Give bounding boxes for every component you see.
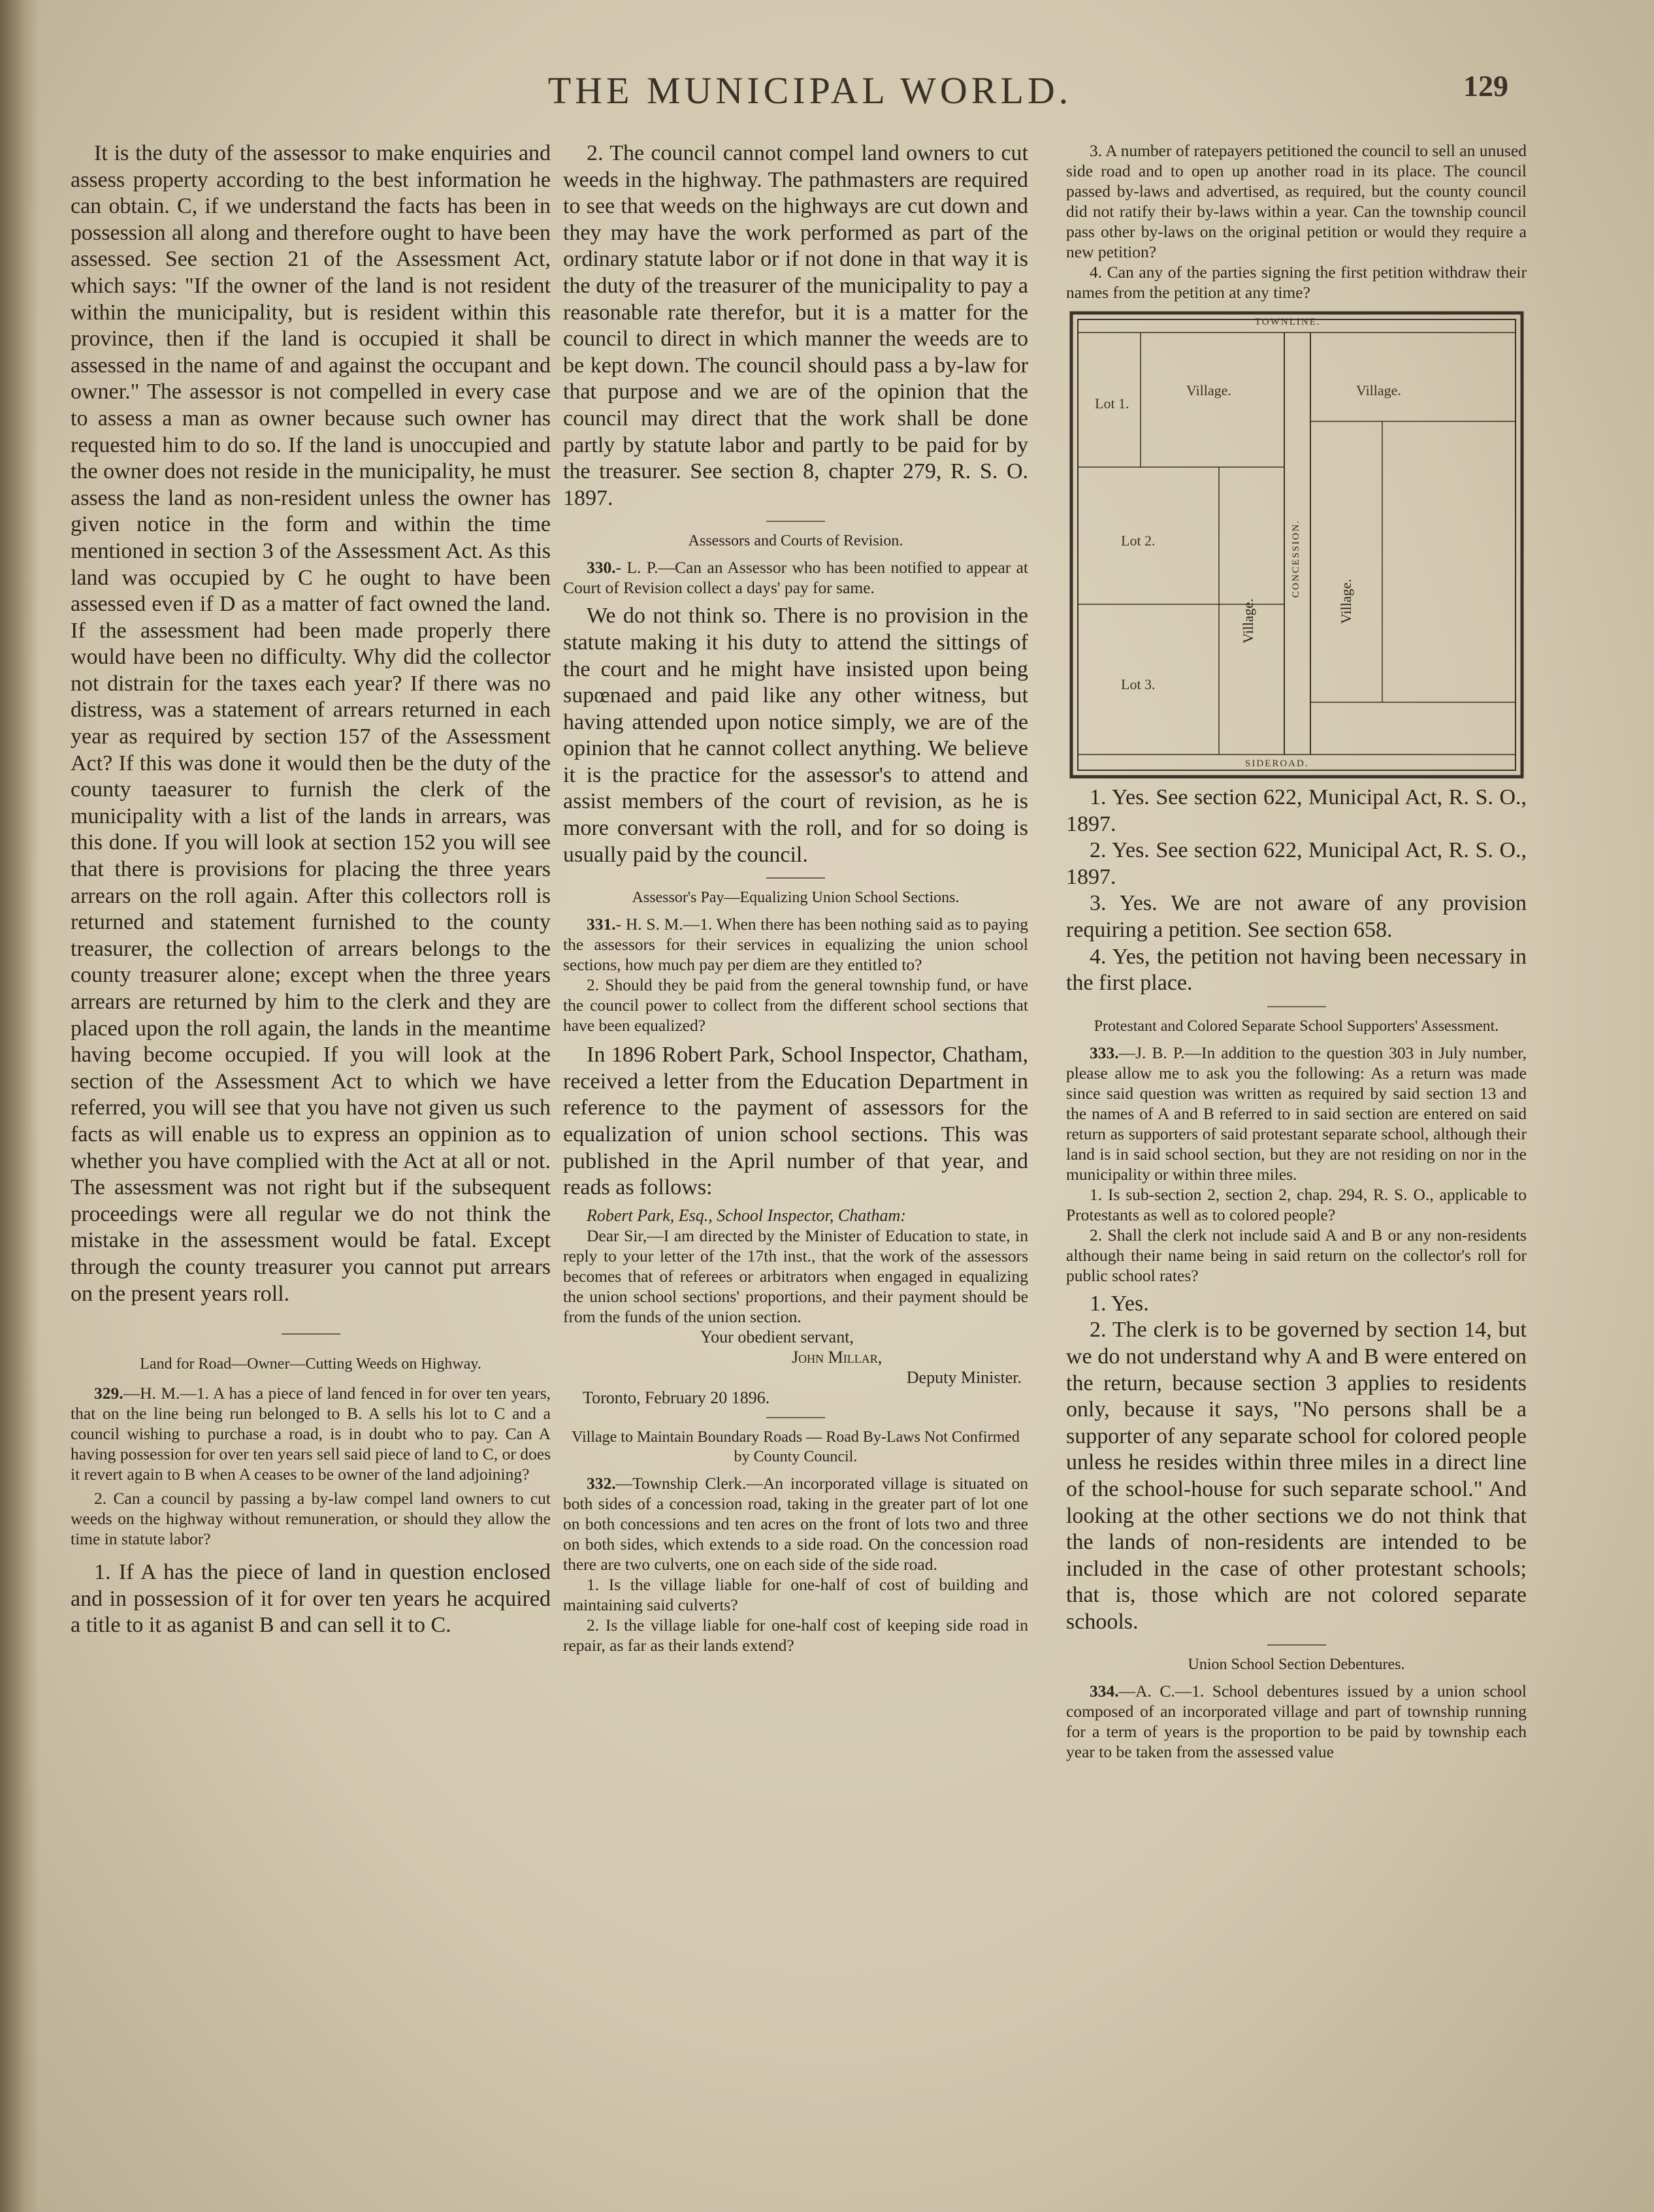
question-332: 332.—Township Clerk.—An incorporated village is situated on both sides of a concession road, taking in the greater part of lot one on both concessions and ten acres on the front of lots two and three on both sides, which extends to a side road. On the concession road there are two culverts, one on each side of the side road. — [563, 1473, 1028, 1574]
question-331-part1: 331.- H. S. M.—1. When there has been nothing said as to paying the assessors for their services in equalizing the union school sections, how much pay per diem are they entitled to? — [563, 915, 1028, 975]
diagram-lot1-label: Lot 1. — [1095, 395, 1129, 412]
divider — [1267, 1644, 1326, 1646]
answer-329-part2: 2. The council cannot compel land owners to cut weeds in the highway. The pathmasters are required to see that weeds on the highways are cut down and they may have the work performed as part of the ordinary statute labor or if not done in that way it is the duty of the treasurer of the municipality to pay a reasonable rate therefor, but it is a matter for the council to direct in which manner the weeds are to be kept down. The council should pass a by-law for that purpose and we are of the opinion that the council may direct that the work shall be done partly by statute labor and partly to be paid for by the treasurer. See section 8, chapter 279, R. S. O. 1897. — [563, 141, 1028, 510]
heading-331: Assessor's Pay—Equalizing Union School Sections. — [632, 889, 960, 907]
question-number-329: 329. — [94, 1384, 123, 1403]
diagram-village-label: Village. — [1338, 579, 1354, 624]
question-332-part3: 3. A number of ratepayers petitioned the council to sell an unused side road and to open up another road in its place. The council passed by-laws and advertised, as required, but the county council did not ratify their by-laws within a year. Can the township council pass other by-laws on the original petition or would they require a new petition? — [1066, 141, 1527, 261]
column-3 — [1066, 140, 1527, 1762]
heading-329: Land for Road—Owner—Cutting Weeds on Highway. — [140, 1356, 481, 1373]
diagram-townline-label: TOWNLINE. — [1255, 317, 1321, 327]
heading-333: Protestant and Colored Separate School Supporters' Assessment. — [1094, 1017, 1499, 1035]
divider — [282, 1333, 340, 1335]
question-number-333: 333. — [1090, 1043, 1119, 1062]
letter-signer: John Millar, — [792, 1347, 883, 1367]
divider — [766, 1417, 825, 1418]
diagram-concession-label: CONCESSION. — [1291, 519, 1301, 598]
answer-329-part1: 1. If A has the piece of land in question enclosed and in possession of it for over ten years he acquired a title to it as aganist B and can sell it to C. — [71, 1560, 551, 1638]
question-number-332: 332. — [587, 1473, 616, 1493]
page-spine — [0, 0, 39, 2212]
question-329-part1: 329.—H. M.—1. A has a piece of land fenced in for over ten years, that on the line being run belonged to B. A sells his lot to C and a council wishing to purchase a road, is in doubt who to pay. Can A having possession for over ten years sell said piece of land to C, or does it revert again to B when A ceases to be owner of the land adjoining? — [71, 1384, 551, 1484]
question-329-part2: 2. Can a council by passing a by-law compel land owners to cut weeds on the highway without remuneration, or should they allow the time in statute labor? — [71, 1489, 551, 1549]
diagram-village-label: Village. — [1240, 598, 1256, 643]
answer-332-part4: 4. Yes, the petition not having been necessary in the first place. — [1066, 944, 1527, 996]
heading-332: Village to Maintain Boundary Roads — Road By-Laws Not Confirmed by County Council. — [572, 1428, 1020, 1465]
diagram-sideroad-label: SIDEROAD. — [1245, 758, 1309, 769]
divider — [766, 521, 825, 522]
answer-332-part3: 3. Yes. We are not aware of any provision requiring a petition. See section 658. — [1066, 891, 1527, 942]
heading-334: Union School Section Debentures. — [1188, 1656, 1405, 1674]
question-334: 334.—A. C.—1. School debentures issued by a union school composed of an incorporated village and part of township running for a term of years is the proportion to be paid by township each year to be taken from the assessed value — [1066, 1682, 1527, 1762]
divider — [1267, 1006, 1326, 1007]
answer-332-part1: 1. Yes. See section 622, Municipal Act, R. S. O., 1897. — [1066, 785, 1527, 836]
masthead-title: THE MUNICIPAL WORLD. — [547, 69, 1073, 112]
answer-330: We do not think so. There is no provision in the statute making it his duty to attend the sittings of the court and he might have insisted upon being supœnaed and paid like any other witness, but having attended upon notice simply, we are of the opinion that he cannot collect anything. We believe it is the practice for the assessor's to attend and assist members of the court of revision, as he is more conversant with the roll, and for so doing is usually paid by the council. — [563, 604, 1028, 867]
question-333: 333.—J. B. P.—In addition to the question 303 in July number, please allow me to ask you the following: As a return was made since said question was written as required by said section 13 and the names of A and B referred to in said section are entered on said return as supporters of said protestant separate school, although their land is in said school section, but they are not residing on nor in the municipality or within three miles. — [1066, 1043, 1527, 1184]
answer-333-part2: 2. The clerk is to be governed by section 14, but we do not understand why A and B were entered on the return, because section 3 applies to residents only, because it says, "No persons shall be a supporter of any separate school for colored people unless he resides within three miles in a direct line of the school-house for such separate school." And looking at the other sections we do not think that the lands of non-residents are intended to be included in the case of other protestant schools; that is, those which are not colored separate schools. — [1066, 1318, 1527, 1634]
letter-body: Dear Sir,—I am directed by the Minister of Education to state, in reply to your letter of the 17th inst., that the work of the assessors becomes that of referees or arbitrators when engaged in equalizing the union school sections' proportions, and their payment should be from the funds of the union section. — [563, 1226, 1028, 1326]
page-number: 129 — [1463, 69, 1508, 103]
answer-332-part2: 2. Yes. See section 622, Municipal Act, R. S. O., 1897. — [1066, 838, 1527, 889]
letter-signer-title: Deputy Minister. — [906, 1367, 1022, 1387]
diagram-lot2-label: Lot 2. — [1121, 532, 1156, 549]
question-number-330: 330. — [587, 558, 616, 577]
question-330: 330.- L. P.—Can an Assessor who has been notified to appear at Court of Revision collect a days' pay for same. — [563, 558, 1028, 598]
lot-diagram — [1069, 310, 1525, 779]
column-2 — [563, 140, 1028, 1655]
divider — [766, 877, 825, 879]
question-number-331: 331. — [587, 915, 616, 934]
answer-continuation: It is the duty of the assessor to make enquiries and assess property according to the best information he can obtain. C, if we understand the facts has been in possession all along and therefore ought to have been assessed. See section 21 of the Assessment Act, which says: "If the owner of the land is not resident within the municipality, but is resident within this province, then if the land is occupied it shall be assessed in the name of and against the occupant and owner." The assessor is not compelled in every case to assess a man as owner because such owner has requested him to do so. If the land is unoccupied and the owner does not reside in the municipality, he must assess the land as non-resident unless the owner has given notice in the form and within the time mentioned in section 3 of the Assessment Act. As this land was occupied by C he ought to have been assessed even if D as a matter of fact owned the land. If the assessment had been made properly there would have been no difficulty. Why did the collector not distrain for the taxes each year? If there was no distress, was a statement of arrears returned in each year as required by section 157 of the Assessment Act? If this was done it would then be the duty of the county taeasurer to furnish the clerk of the municipality with a list of the lands in arrears, was this done. If you will look at section 152 you will see that there is provisions for placing the three years arrears on the roll again. After this collectors roll is returned and statement furnished to the county treasurer, the collection of arrears belongs to the county treasurer alone; except when the three years arrears are returned by him to the clerk and they are placed upon the roll again, the lands in the meantime having become occupied. If you will look at the section of the Assessment Act to which we have referred, you will see that you have not given us such facts as will enable us to express an oppinion as to whether you have complied with the Act at all or not. The assessment was not right but if the subsequent proceedings were all regular we do not think the mistake in the assessment would be fatal. Except through the county treasurer you cannot put arrears on the present years roll. — [71, 141, 551, 1306]
diagram-lot3-label: Lot 3. — [1121, 676, 1156, 692]
question-332-part2: 2. Is the village liable for one-half cost of keeping side road in repair, as far as their lands extend? — [563, 1615, 1028, 1655]
letter-addressee: Robert Park, Esq., School Inspector, Chatham: — [587, 1205, 906, 1225]
question-number-334: 334. — [1090, 1682, 1119, 1701]
letter-closing: Your obedient servant, — [700, 1327, 854, 1346]
heading-330: Assessors and Courts of Revision. — [688, 532, 903, 550]
question-332-part1: 1. Is the village liable for one-half of cost of building and maintaining said culverts? — [563, 1574, 1028, 1614]
diagram-village-label: Village. — [1186, 382, 1231, 398]
column-1 — [71, 140, 551, 1639]
letter-place-date: Toronto, February 20 1896. — [583, 1388, 770, 1407]
question-332-part4: 4. Can any of the parties signing the first petition withdraw their names from the petition at any time? — [1066, 263, 1527, 302]
answer-333-part1: 1. Yes. — [1090, 1291, 1149, 1316]
question-333-part2: 2. Shall the clerk not include said A and B or any non-residents although their name being in said return on the collector's roll for public school rates? — [1066, 1225, 1527, 1285]
diagram-village-label: Village. — [1356, 382, 1401, 398]
question-333-part1: 1. Is sub-section 2, section 2, chap. 294, R. S. O., applicable to Protestants as well as to colored people? — [1066, 1184, 1527, 1224]
answer-331: In 1896 Robert Park, School Inspector, Chatham, received a letter from the Education Department in reference to the payment of assessors for the equalization of union school sections. This was published in the April number of that year, and reads as follows: — [563, 1043, 1028, 1200]
question-331-part2: 2. Should they be paid from the general township fund, or have the council power to collect from the different school sections that have been equalized? — [563, 975, 1028, 1035]
